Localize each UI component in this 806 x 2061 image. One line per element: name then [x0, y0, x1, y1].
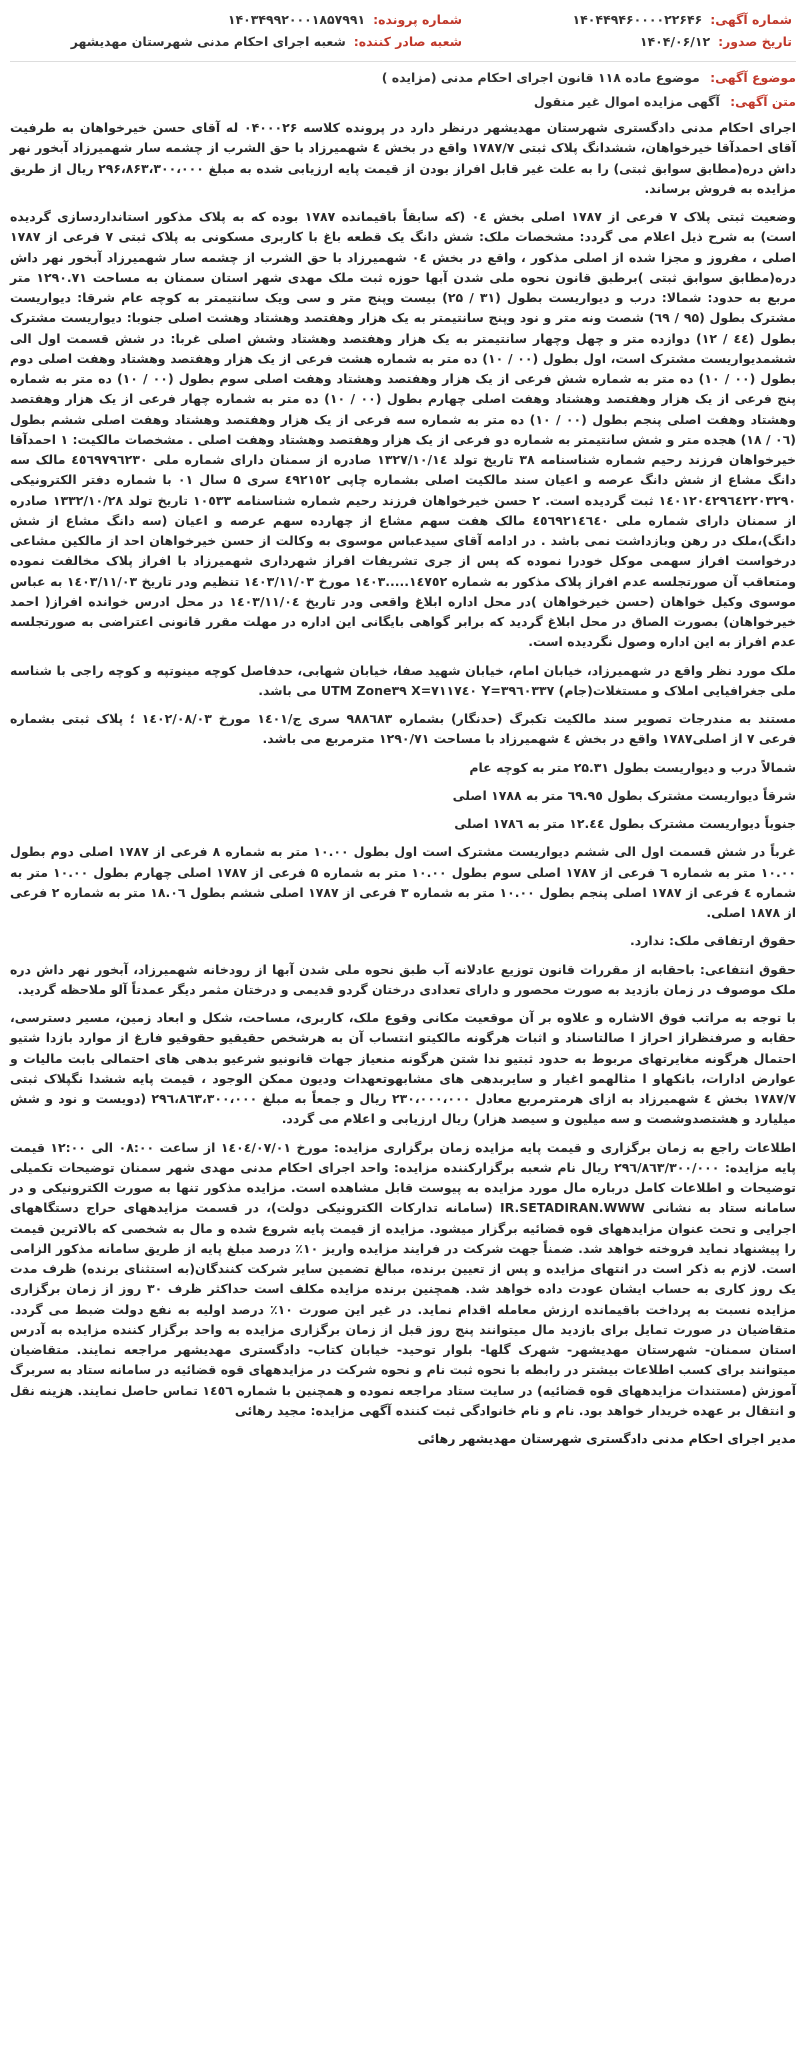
paragraph-west-boundary: غرباً در شش قسمت اول الی ششم دیواریست مشترک است اول بطول ۱۰.۰۰ متر به شماره ۸ فرعی از ۱۷۸۷ اصلی دوم بطول ۱۰.۰۰ متر به شماره ٦ فرعی از ۱۷۸۷ اصلی سوم بطول ۱۰.۰۰ متر به شماره ۵ فرعی از ۱۷۸۷ اصلی چهارم بطول ۱۰.۰۰ متر به شماره ٤ فرعی از ۱۷۸۷ اصلی پنجم بطول ۱۰.۰۰ متر به شماره ۳ فرعی از ۱۷۸۷ اصلی ششم بطول ۱۸.۰٦ متر به شماره ۲ فرعی از ۱۸۷۸ اصلی.	[10, 844, 797, 920]
paragraph-deed: مستند به مندرجات تصویر سند مالکیت تکبرگ (حدنگار) بشماره ۹۸۸٦۸۳ سری ج/۱٤۰۱ مورخ ۱٤۰۲/۰۸/۰۳ ؛ پلاک ثبتی بشماره فرعی ۷ از اصلی۱۷۸۷ واقع در بخش ٤ شهمیرزاد با مساحت ۱۲۹۰/۷۱ مترمربع می باشد.	[10, 711, 796, 747]
issue-date-value: ۱۴۰۴/۰۶/۱۲	[639, 34, 711, 50]
ad-number-label: شماره آگهی:	[710, 12, 792, 27]
paragraph-intro: اجرای احکام مدنی دادگستری شهرستان مهدیشهر درنظر دارد در پرونده کلاسه ۰۴۰۰۰۲۶ له آقای حسن خیرخواهان به طرفیت آقای احمدآقا خیرخواهان، ششدانگ پلاک ثبتی ۱۷۸۷/۷ واقع در بخش ٤ شهمیرزاد با حق الشرب از چشمه سار شهمیرزاد آبخور نهر داش دره(مطابق سوابق ثبتی) را به علت غیر قابل افراز بودن از قیمت پایه ارزیابی شده به مبلغ ۲۹۶،۸۶۳،۳۰۰،۰۰۰ ریال از طریق مزایده به فروش برساند.	[10, 120, 796, 196]
notice-body	[10, 68, 796, 1450]
issuer-label: شعبه صادر کننده:	[353, 34, 462, 50]
ad-number	[462, 10, 792, 30]
issue-date-label: تاریخ صدور:	[718, 34, 792, 50]
paragraph-south-boundary: جنوباً دیواریست مشترک بطول ۱۲.٤٤ متر به ۱۷۸٦ اصلی	[454, 816, 796, 831]
case-number-label: شماره پرونده:	[373, 12, 462, 27]
signature-line: مدیر اجرای احکام مدنی دادگستری شهرستان مهدیشهر رهائی	[417, 1431, 796, 1446]
subject-line	[10, 68, 796, 88]
subject-label: موضوع آگهی:	[710, 69, 796, 85]
case-number-value: ۱۴۰۳۴۹۹۲۰۰۰۱۸۵۷۹۹۱	[227, 12, 366, 27]
header-row-2	[14, 32, 792, 52]
body-title-label: متن آگهی:	[730, 93, 796, 109]
issuer	[62, 32, 462, 52]
notice-header	[10, 6, 796, 62]
issuer-value: شعبه اجرای احکام مدنی شهرستان مهدیشهر	[70, 34, 346, 50]
paragraph-auction-info: اطلاعات راجع به زمان برگزاری و قیمت پایه مزایده زمان برگزاری مزایده: مورخ ۱٤۰٤/۰۷/۰۱ از ساعت ۰۸:۰۰ الی ۱۲:۰۰ قیمت پایه مزایده: ۲۹٦/۸٦۳/۳۰۰/۰۰۰ ریال نام شعبه برگزارکننده مزایده: واحد اجرای احکام مدنی مهدی شهر سمنان توضیحات تکمیلی توضیحات و اطلاعات کامل درباره مال مورد مزایده به پیوست قابل مشاهده است. مزایده مذکور تنها به صورت الکترونیکی و در سامانه ستاد به نشانی IR.SETADIRAN.WWW (سامانه تدارکات الکترونیکی دولت)، در قسمت مزایدههای حراج دستگاههای اجرایی و تحت عنوان مزایدههای قوه قضائیه برگزار میشود. مزایده از قیمت پایه شروع شده و مال به شخصی که بالاترین قیمت را پیشنهاد نماید فروخته خواهد شد. ضمناً جهت شرکت در فرایند مزایده واریز ۱۰٪ درصد مبلغ پایه از طریق سامانه مذکور الزامی است. لازم به ذکر است در انتهای مزایده و پس از تعیین برنده، مبالغ تضمین سایر شرکت کنندگان(به استثنای برنده) ظرف مدت یک روز کاری به حساب ایشان عودت داده خواهد شد. همچنین برنده مزایده مکلف است حداکثر ظرف ۳۰ روز از زمان برگزاری مزایده نسبت به پرداخت باقیمانده ارزش معامله اقدام نماید. در غیر این صورت ۱۰٪ درصد اولیه به نفع دولت ضبط می گردد. متقاضیان در صورت تمایل برای بازدید مال میتوانند پنج روز قبل از زمان برگزاری مزایده به واحد برگزار کننده مزایده به آدرس استان سمنان- شهرستان مهدیشهر- شهرک گلها- بلوار توحید- خیابان کتاب- دادگستری مهدیشهر مراجعه نمایند. متقاضیان میتوانند برای کسب اطلاعات بیشتر در رابطه با نحوه ثبت نام و نحوه شرکت در مزایدههای قوه قضائیه در سامانه ستاد به سربرگ آموزش (مستندات مزایدههای قوه قضائیه) در سایت ستاد مراجعه نموده و همچنین با شماره ۱٤٥٦ تماس حاصل نمایند. هزینه نقل و انتقال بر عهده خریدار خواهد بود. نام و نام خانوادگی ثبت کننده آگهی مزایده: مجید رهائی	[10, 1139, 797, 1418]
header-row-1	[14, 10, 792, 30]
subject-value: موضوع ماده ۱۱۸ قانون اجرای احکام مدنی (مزایده )	[381, 69, 700, 85]
paragraph-registration-status: وضعیت ثبتی پلاک ۷ فرعی از ۱۷۸۷ اصلی بخش ۰٤ (که سابقاً باقیمانده ۱۷۸۷ بوده که به پلاک مذکور استانداردسازی گردیده است) به شرح ذیل اعلام می گردد: مشخصات ملک: شش دانگ یک قطعه باغ با کاربری مسکونی به پلاک ثبتی ۷ فرعی از ۱۷۸۷ اصلی ، مفروز و مجزا شده از اصلی مذکور ، واقع در بخش ۰٤ شهمیرزاد با حق الشرب از چشمه سار شهمیرزاد آبخور نهر داش دره(مطابق سوابق ثبتی )برطبق قانون نحوه ملی شدن آبها حوزه ثبت ملک مهدی شهر استان سمنان به مساحت ۱۲۹۰.۷۱ متر مربع به حدود: شمالا: درب و دیواریست بطول (۳۱ / ۲۵) بیست وپنج متر و سی ویک سانتیمتر به کوچه عام شرقا: دیواریست مشترک بطول (۹۵ / ٦۹) شصت ونه متر و نود وپنج سانتیمتر به یک هزار وهفتصد وهشتاد وهشت اصلی جنوبا: دیواریست مشترک بطول (٤٤ / ۱۲) دوازده متر و چهل وچهار سانتیمتر به یک هزار وهفتصد وهشتاد وشش اصلی غربا: در شش قسمت اول الی ششمدیواریست مشترک است، اول بطول (۰۰ / ۱۰) ده متر به شماره هشت فرعی از یک هزار وهفتصد وهشتاد وهفت اصلی دوم بطول (۰۰ / ۱۰) ده متر به شماره شش فرعی از یک هزار وهفتصد وهشتاد وهفت اصلی سوم بطول (۰۰ / ۱۰) ده متر به شماره پنج فرعی از یک هزار وهفتصد وهشتاد وهفت اصلی چهارم بطول (۰۰ / ۱۰) ده متر به شماره چهار فرعی از یک هزار وهفتصد وهشتاد وهفت اصلی پنجم بطول (۰۰ / ۱۰) ده متر به شماره سه فرعی از یک هزار وهفتصد وهشتاد وهفت اصلی ششم بطول (۰٦ / ۱۸) هجده متر و شش سانتیمتر به شماره دو فرعی از یک هزار وهفتصد وهشتاد وهفت اصلی . مشخصات مالکیت: ۱ احمدآقا خیرخواهان فرزند رحیم شماره شناسنامه ۳۸ تاریخ تولد ۱۳۲۷/۱۰/۱٤ صادره از سمنان دارای شماره ملی ٤٥٦۹۷۹٦۲۳۰ مالک سه دانگ مشاع از شش دانگ عرصه و اعیان سند مالکیت اصلی بشماره چاپی ٤۹۲۱٥۲ سری ۵ سال ۰۱ با شماره دفتر الکترونیکی ۱٤۰۱۲۰٤۲۹٦٤۲۲۰۳۲۹۰ ثبت گردیده است. ۲ حسن خیرخواهان فرزند رحیم شماره شناسنامه ۱۰٥۳۳ تاریخ تولد ۱۳۳۲/۱۰/۲۸ صادره از سمنان دارای شماره ملی ٤٥٦۹۲۱٤٦٤۰ مالک هفت سهم مشاع از چهارده سهم عرصه و اعیان (سه دانگ مشاع از شش دانگ)،ملک در رهن وبازداشت نمی باشد . در ادامه آقای سیدعباس موسوی به وکالت از حسن خیرخواهان احد از مالکین مشاعی درخواست افراز سهمی موکل خودرا نموده که پس از جری تشریفات افراز شهرداری شهمیرزاد با افراز پلاک مخالفت نموده ومتعاقب آن صورتجلسه عدم افراز پلاک مذکور به شماره ۱٤۷٥۲.....۱٤۰۳ مورخ ۱٤۰۳/۱۱/۰۳ تنظیم ودر تاریخ ۱٤۰۳/۱۱/۰۳ به عباس موسوی وکیل خواهان (حسن خیرخواهان )در محل اداره ابلاغ واقعی ودر تاریخ ۱٤۰۳/۱۱/۰٤ در محل ادرس خوانده افراز( احمد خیرخواهان) بصورت الصاق در محل ابلاغ گردید که برابر گواهی بایگانی این اداره در مهلت مقرر قانونی اعتراضی به صورتجلسه عدم افراز به این اداره وصول نگردیده است.	[10, 209, 797, 650]
paragraph-easement-rights: حقوق ارتفاقی ملک: ندارد.	[630, 933, 796, 949]
paragraph-location: ملک مورد نظر واقع در شهمیرزاد، خیابان امام، خیابان شهید صفا، خیابان شهابی، حدفاصل کوچه مینوتپه و کوچه راجی با شناسه ملی جغرافیایی املاک و مستغلات(جام) UTM Zone۳۹ X=۷۱۱۷٤۰ Y=۳۹٦۰۳۳۷ می باشد.	[10, 662, 796, 698]
issue-date	[462, 32, 792, 52]
paragraph-north-boundary: شمالاً درب و دیواریست بطول ۲۵.۳۱ متر به کوچه عام	[469, 759, 796, 775]
ad-number-value: ۱۴۰۴۴۹۴۶۰۰۰۰۲۲۶۴۶	[572, 12, 703, 27]
body-title-value: آگهی مزایده اموال غیر منقول	[533, 93, 720, 109]
body-title-line	[10, 92, 796, 112]
paragraph-east-boundary: شرقاً دیواریست مشترک بطول ٦۹.۹٥ متر به ۱۷۸۸ اصلی	[452, 787, 796, 803]
paragraph-valuation: با توجه به مراتب فوق الاشاره و علاوه بر آن موقعیت مکانی وقوع ملک، کاربری، مساحت، شکل و ابعاد زمین، مسیر دسترسی، حقابه و صرفنظراز احراز ا صالتاسناد و اثبات هرگونه مالکیتو انتساب آن به هرشخص حقیقیو حقوقیو فارغ از موارد بازدا شتیو احتمال هرگونه مغایرتهای مربوط به حدود ثبتیو ندا شتن هرگونه منعیاز جهات قانونیو شرعیو بدهی های احتمالی بابت مالیات و عوارض ادارات، بانکهاو ا مثالهمو اغیار و سایربدهی های مشابهوتعهدات ودیون ممکن الوجود ، قیمت پایه ششدا نگپلاک ثبتی ۱۷۸۷/۷ بخش ٤ شهمیرزاد به ازای هرمترمربع معادل ۲۳۰،۰۰۰،۰۰۰ ریال و جمعاً به مبلغ ۲۹٦،۸٦۳،۳۰۰،۰۰۰ (دویست و نود و شش میلیارد و هشتصدوشصت و سه میلیون و سیصد هزار) ریال ارزیابی و اعلام می گردد.	[10, 1010, 796, 1127]
case-number	[62, 10, 462, 30]
paragraph-usufruct-rights: حقوق انتفاعی: باحقابه از مقررات قانون توزیع عادلانه آب طبق نحوه ملی شدن آبها از رودخانه شهمیرزاد، آبخور نهر داش دره ملک موصوف در زمان بازدید به صورت محصور و دارای تعدادی درختان گردو قدیمی و درختان مثمر دیگر عمدتاً آلو ملاحظه گردید.	[10, 961, 796, 997]
